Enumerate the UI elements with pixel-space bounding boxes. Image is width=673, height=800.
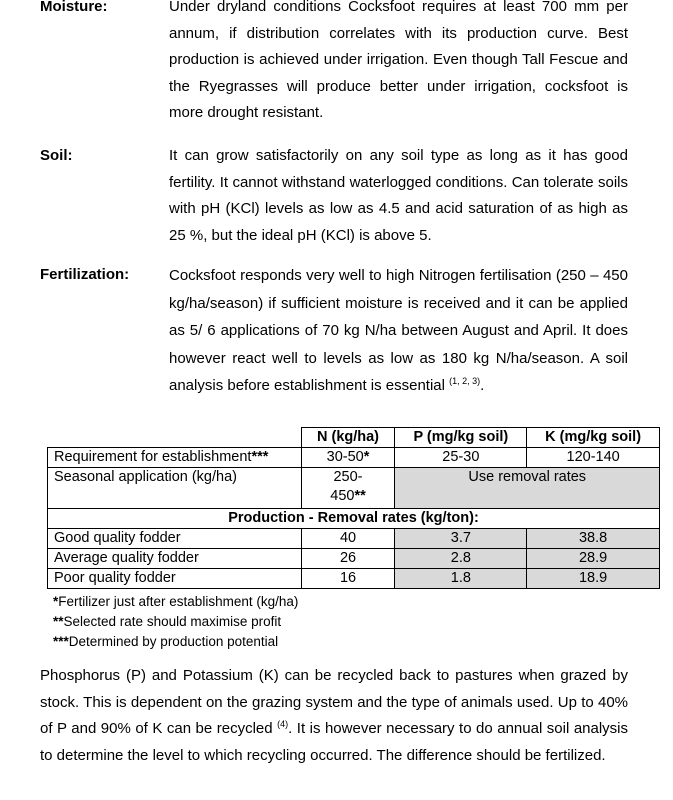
seasonal-label: Seasonal application (kg/ha)	[48, 468, 302, 509]
requirement-k: 120-140	[527, 448, 660, 468]
fertilization-body: Cocksfoot responds very well to high Nitrogen fertilisation (250 – 450 kg/ha/season) if sufficient moisture is received and it can be applied as 5/ 6 applications of 70 kg N/ha between August and April. It does however react well to levels as low as 180 kg N/ha/season. A soil analysis before establishment is essential	[169, 267, 628, 394]
row-label: Good quality fodder	[48, 529, 302, 549]
seasonal-n: 250-450**	[301, 468, 395, 509]
requirement-row	[48, 448, 660, 468]
table-row	[48, 529, 660, 549]
table-corner	[48, 428, 302, 448]
row-p: 3.7	[395, 529, 527, 549]
fertilization-text	[169, 262, 628, 400]
row-n: 26	[301, 549, 395, 569]
row-label: Average quality fodder	[48, 549, 302, 569]
recycling-text-after: . It is however necessary to do annual soil analysis to determine the level to which recycling occurred. The difference should be fertilized.	[40, 720, 629, 764]
recycling-text-before: Phosphorus (P) and Potassium (K) can be recycled back to pastures when grazed by stock. This is dependent on the grazing system and the type of animals used. Up to 40% of P and 90% of K can be recycled	[40, 667, 628, 737]
header-k: K (mg/kg soil)	[527, 428, 660, 448]
table-row	[48, 549, 660, 569]
fertilization-end: .	[480, 377, 485, 394]
soil-label: Soil:	[40, 147, 73, 164]
fertilizer-table	[47, 427, 660, 589]
soil-text: It can grow satisfactorily on any soil type as long as it has good fertility. It cannot withstand waterlogged conditions. Can tolerate soils with pH (KCl) levels as low as 4.5 and acid saturation of as high as 25 %, but the ideal pH (KCl) is above 5.	[169, 147, 628, 244]
moisture-label: Moisture:	[40, 0, 108, 15]
production-header: Production - Removal rates (kg/ton):	[48, 509, 660, 529]
seasonal-row	[48, 468, 660, 509]
row-k: 18.9	[527, 569, 660, 589]
requirement-p: 25-30	[395, 448, 527, 468]
header-n: N (kg/ha)	[301, 428, 395, 448]
requirement-n: 30-50*	[301, 448, 395, 468]
row-p: 2.8	[395, 549, 527, 569]
requirement-label: Requirement for establishment***	[48, 448, 302, 468]
recycling-ref: (4)	[277, 719, 289, 729]
seasonal-pk: Use removal rates	[395, 468, 660, 509]
row-n: 16	[301, 569, 395, 589]
row-n: 40	[301, 529, 395, 549]
row-label: Poor quality fodder	[48, 569, 302, 589]
footnote: *Fertilizer just after establishment (kg/ha)	[53, 594, 299, 609]
table-header-row	[48, 428, 660, 448]
table-row	[48, 569, 660, 589]
row-k: 38.8	[527, 529, 660, 549]
row-k: 28.9	[527, 549, 660, 569]
row-p: 1.8	[395, 569, 527, 589]
recycling-paragraph	[40, 663, 628, 769]
header-p: P (mg/kg soil)	[395, 428, 527, 448]
production-header-row	[48, 509, 660, 529]
fertilization-ref: (1, 2, 3)	[449, 376, 481, 386]
table-footnotes	[53, 592, 298, 652]
footnote: **Selected rate should maximise profit	[53, 614, 282, 629]
fertilization-label: Fertilization:	[40, 266, 130, 283]
footnote: ***Determined by production potential	[53, 634, 279, 649]
moisture-text: Under dryland conditions Cocksfoot requires at least 700 mm per annum, if distribution correlates with its production curve. Best production is achieved under irrigation. Even though Tall Fescue and the Ryegrasses will produce better under irrigation, cocksfoot is more drought resistant.	[169, 0, 628, 121]
